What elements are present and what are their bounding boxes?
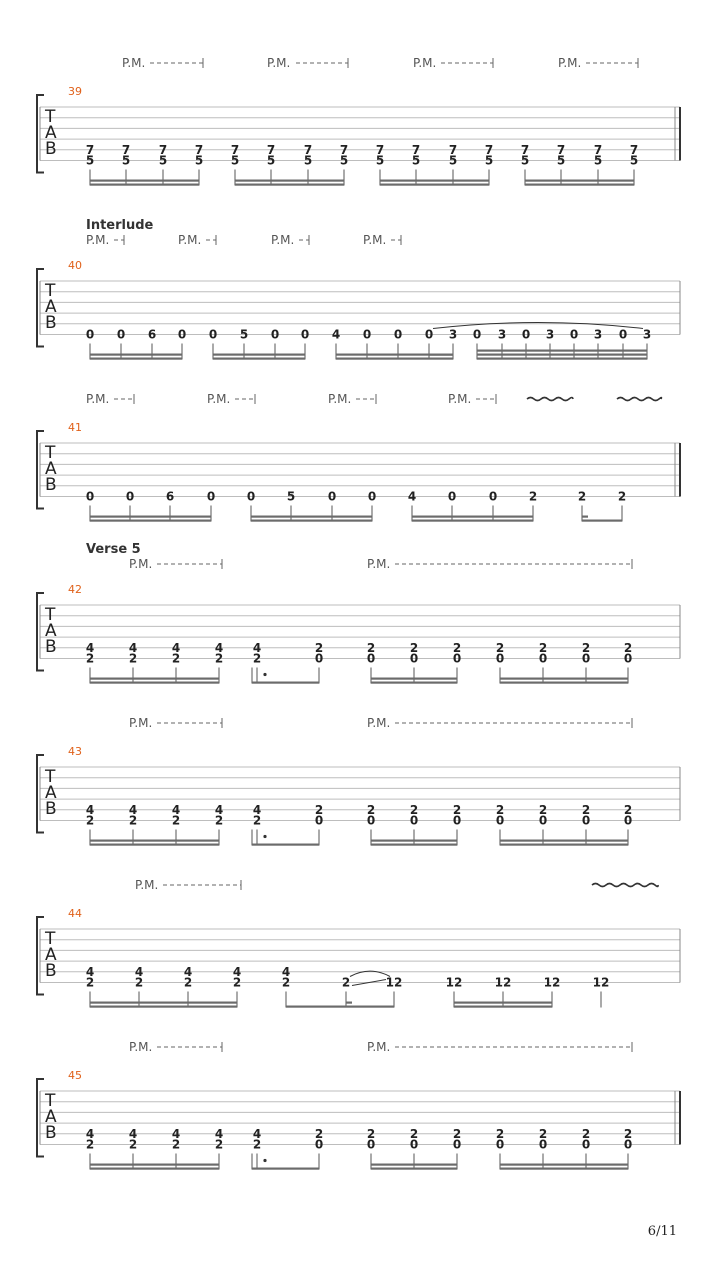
fret-number: 0 xyxy=(125,489,135,504)
fret-number: 2 xyxy=(366,640,376,655)
fret-number: 0 xyxy=(409,651,419,666)
beam xyxy=(336,358,453,360)
fret-number: 2 xyxy=(128,651,138,666)
fret-number: 0 xyxy=(623,813,633,828)
fret-number: 0 xyxy=(177,327,187,342)
dot xyxy=(263,835,266,838)
fret-number: 4 xyxy=(214,640,224,655)
fret-number: 2 xyxy=(85,651,95,666)
beam xyxy=(454,1002,552,1004)
tab-system-43 xyxy=(37,716,680,846)
fret-number: 7 xyxy=(629,142,639,157)
tab-clef-letter: B xyxy=(45,1123,57,1143)
fret-number: 12 xyxy=(592,975,610,990)
fret-number: 0 xyxy=(366,1137,376,1152)
fret-number: 5 xyxy=(556,153,566,168)
fret-number: 2 xyxy=(252,1137,262,1152)
tab-clef-letter: A xyxy=(45,1107,57,1127)
measure-number: 39 xyxy=(68,85,82,98)
beam xyxy=(252,1168,319,1170)
fret-number: 2 xyxy=(314,802,324,817)
fret-number: 5 xyxy=(121,153,131,168)
fret-number: 2 xyxy=(409,1126,419,1141)
beam xyxy=(371,682,457,684)
fret-number: 2 xyxy=(252,651,262,666)
fret-number: 2 xyxy=(452,802,462,817)
fret-number: 0 xyxy=(569,327,579,342)
vibrato-mark xyxy=(527,398,573,401)
fret-number: 2 xyxy=(623,640,633,655)
tab-clef-letter: B xyxy=(45,637,57,657)
fret-number: 7 xyxy=(303,142,313,157)
fret-number: 0 xyxy=(367,489,377,504)
fret-number: 5 xyxy=(85,153,95,168)
beam xyxy=(90,520,211,522)
beam xyxy=(90,1168,219,1170)
beam xyxy=(286,1006,394,1008)
beam xyxy=(500,844,628,846)
fret-number: 5 xyxy=(339,153,349,168)
fret-number: 2 xyxy=(85,1137,95,1152)
fret-number: 2 xyxy=(452,640,462,655)
beam xyxy=(500,1168,628,1170)
fret-number: 4 xyxy=(85,802,95,817)
fret-number: 2 xyxy=(623,1126,633,1141)
fret-number: 2 xyxy=(366,1126,376,1141)
fret-number: 0 xyxy=(581,813,591,828)
palm-mute-label: P.M. xyxy=(413,56,437,70)
fret-number: 2 xyxy=(314,640,324,655)
beam xyxy=(500,682,628,684)
fret-number: 0 xyxy=(495,651,505,666)
fret-number: 2 xyxy=(577,489,587,504)
fret-number: 0 xyxy=(623,1137,633,1152)
fret-number: 2 xyxy=(409,640,419,655)
tab-clef-letter: B xyxy=(45,961,57,981)
beam xyxy=(90,682,219,684)
fret-number: 0 xyxy=(495,813,505,828)
beam xyxy=(90,840,219,842)
fret-number: 12 xyxy=(494,975,512,990)
fret-number: 2 xyxy=(214,813,224,828)
fret-number: 3 xyxy=(448,327,458,342)
fret-number: 0 xyxy=(623,651,633,666)
fret-number: 7 xyxy=(556,142,566,157)
tab-clef-letter: A xyxy=(45,297,57,317)
palm-mute-label: P.M. xyxy=(135,878,159,892)
fret-number: 4 xyxy=(331,327,341,342)
fret-number: 0 xyxy=(538,813,548,828)
beam xyxy=(251,520,372,522)
fret-number: 5 xyxy=(448,153,458,168)
fret-number: 2 xyxy=(581,640,591,655)
beam xyxy=(90,516,211,518)
fret-number: 0 xyxy=(314,1137,324,1152)
fret-number: 7 xyxy=(339,142,349,157)
fret-number: 0 xyxy=(85,327,95,342)
section-label: Verse 5 xyxy=(86,542,141,557)
fret-number: 4 xyxy=(252,640,262,655)
beam xyxy=(500,678,628,680)
beam xyxy=(235,180,344,182)
partial-beam xyxy=(429,354,453,356)
dot xyxy=(263,1159,266,1162)
palm-mute-label: P.M. xyxy=(328,392,352,406)
measure-number: 42 xyxy=(68,583,82,596)
fret-number: 4 xyxy=(252,802,262,817)
measure-number: 44 xyxy=(68,907,82,920)
beam xyxy=(213,354,305,356)
fret-number: 4 xyxy=(85,1126,95,1141)
fret-number: 5 xyxy=(520,153,530,168)
fret-number: 4 xyxy=(128,640,138,655)
fret-number: 2 xyxy=(452,1126,462,1141)
fret-number: 0 xyxy=(424,327,434,342)
tab-clef-letter: T xyxy=(45,107,56,127)
fret-number: 0 xyxy=(206,489,216,504)
fret-number: 2 xyxy=(538,640,548,655)
fret-number: 2 xyxy=(538,1126,548,1141)
fret-number: 3 xyxy=(642,327,652,342)
fret-number: 7 xyxy=(593,142,603,157)
partial-beam xyxy=(346,1002,352,1004)
palm-mute-label: P.M. xyxy=(267,56,291,70)
fret-number: 4 xyxy=(85,964,95,979)
palm-mute-label: P.M. xyxy=(207,392,231,406)
beam xyxy=(477,354,647,356)
fret-number: 2 xyxy=(171,651,181,666)
fret-number: 2 xyxy=(617,489,627,504)
fret-number: 4 xyxy=(407,489,417,504)
fret-number: 2 xyxy=(623,802,633,817)
beam xyxy=(371,678,457,680)
fret-number: 0 xyxy=(246,489,256,504)
palm-mute-label: P.M. xyxy=(86,392,110,406)
beam xyxy=(252,682,319,684)
beam xyxy=(380,184,489,186)
beam xyxy=(500,1164,628,1166)
fret-number: 5 xyxy=(411,153,421,168)
fret-number: 3 xyxy=(497,327,507,342)
fret-number: 5 xyxy=(158,153,168,168)
fret-number: 2 xyxy=(252,813,262,828)
fret-number: 2 xyxy=(495,802,505,817)
fret-number: 5 xyxy=(629,153,639,168)
fret-number: 0 xyxy=(409,813,419,828)
fret-number: 4 xyxy=(85,640,95,655)
fret-number: 6 xyxy=(147,327,157,342)
measure-number: 43 xyxy=(68,745,82,758)
beam xyxy=(371,840,457,842)
measure-number: 41 xyxy=(68,421,82,434)
fret-number: 0 xyxy=(452,813,462,828)
tab-clef-letter: T xyxy=(45,767,56,787)
beam xyxy=(371,1164,457,1166)
beam xyxy=(90,184,199,186)
fret-number: 0 xyxy=(581,651,591,666)
beam xyxy=(525,180,634,182)
fret-number: 5 xyxy=(194,153,204,168)
fret-number: 2 xyxy=(232,975,242,990)
fret-number: 7 xyxy=(158,142,168,157)
tab-clef-letter: A xyxy=(45,783,57,803)
beam xyxy=(90,1002,237,1004)
fret-number: 2 xyxy=(409,802,419,817)
fret-number: 5 xyxy=(286,489,296,504)
fret-number: 4 xyxy=(128,1126,138,1141)
fret-number: 7 xyxy=(85,142,95,157)
beam xyxy=(90,1006,237,1008)
beam xyxy=(412,520,533,522)
vibrato-mark xyxy=(592,884,658,887)
palm-mute-label: P.M. xyxy=(129,716,153,730)
fret-number: 3 xyxy=(593,327,603,342)
palm-mute-label: P.M. xyxy=(448,392,472,406)
beam xyxy=(90,180,199,182)
beam xyxy=(454,1006,552,1008)
fret-number: 2 xyxy=(214,1137,224,1152)
fret-number: 0 xyxy=(452,1137,462,1152)
fret-number: 2 xyxy=(581,1126,591,1141)
tab-clef-letter: A xyxy=(45,945,57,965)
beam xyxy=(371,844,457,846)
fret-number: 0 xyxy=(366,651,376,666)
tab-clef-letter: B xyxy=(45,139,57,159)
fret-number: 0 xyxy=(495,1137,505,1152)
beam xyxy=(412,516,533,518)
fret-number: 2 xyxy=(341,975,351,990)
beam xyxy=(477,350,647,352)
fret-number: 3 xyxy=(545,327,555,342)
fret-number: 0 xyxy=(366,813,376,828)
page-number: 6/11 xyxy=(647,1224,677,1239)
beam xyxy=(525,184,634,186)
fret-number: 7 xyxy=(230,142,240,157)
fret-number: 0 xyxy=(447,489,457,504)
beam xyxy=(213,358,305,360)
fret-number: 4 xyxy=(171,802,181,817)
fret-number: 0 xyxy=(472,327,482,342)
fret-number: 2 xyxy=(495,1126,505,1141)
palm-mute-label: P.M. xyxy=(178,233,202,247)
fret-number: 7 xyxy=(411,142,421,157)
fret-number: 12 xyxy=(543,975,561,990)
fret-number: 5 xyxy=(266,153,276,168)
beam xyxy=(252,844,319,846)
fret-number: 4 xyxy=(134,964,144,979)
fret-number: 0 xyxy=(618,327,628,342)
fret-number: 7 xyxy=(121,142,131,157)
beam xyxy=(251,516,372,518)
fret-number: 0 xyxy=(270,327,280,342)
fret-number: 0 xyxy=(488,489,498,504)
palm-mute-label: P.M. xyxy=(122,56,146,70)
tab-clef-letter: A xyxy=(45,123,57,143)
fret-number: 0 xyxy=(327,489,337,504)
fret-number: 5 xyxy=(230,153,240,168)
fret-number: 0 xyxy=(208,327,218,342)
fret-number: 2 xyxy=(528,489,538,504)
fret-number: 0 xyxy=(521,327,531,342)
fret-number: 0 xyxy=(300,327,310,342)
fret-number: 12 xyxy=(445,975,463,990)
tab-clef-letter: T xyxy=(45,443,56,463)
fret-number: 0 xyxy=(85,489,95,504)
palm-mute-label: P.M. xyxy=(86,233,110,247)
fret-number: 4 xyxy=(171,1126,181,1141)
palm-mute-label: P.M. xyxy=(271,233,295,247)
beam xyxy=(235,184,344,186)
fret-number: 2 xyxy=(128,813,138,828)
beam xyxy=(90,678,219,680)
beam xyxy=(582,520,622,522)
fret-number: 0 xyxy=(581,1137,591,1152)
beam xyxy=(90,358,182,360)
fret-number: 5 xyxy=(484,153,494,168)
fret-number: 7 xyxy=(484,142,494,157)
section-label: Interlude xyxy=(86,218,154,233)
fret-number: 7 xyxy=(520,142,530,157)
fret-number: 2 xyxy=(366,802,376,817)
fret-number: 2 xyxy=(314,1126,324,1141)
fret-number: 0 xyxy=(116,327,126,342)
beam xyxy=(477,358,647,360)
fret-number: 2 xyxy=(281,975,291,990)
fret-number: 2 xyxy=(134,975,144,990)
beam xyxy=(500,840,628,842)
measure-number: 45 xyxy=(68,1069,82,1082)
fret-number: 0 xyxy=(314,813,324,828)
tab-system-39 xyxy=(37,56,680,186)
fret-number: 7 xyxy=(448,142,458,157)
tab-system-45 xyxy=(37,1040,680,1170)
tab-system-41 xyxy=(37,392,680,522)
fret-number: 0 xyxy=(538,1137,548,1152)
fret-number: 2 xyxy=(214,651,224,666)
fret-number: 2 xyxy=(85,975,95,990)
tab-system-42 xyxy=(37,542,680,684)
fret-number: 0 xyxy=(393,327,403,342)
fret-number: 4 xyxy=(281,964,291,979)
tab-clef-letter: A xyxy=(45,621,57,641)
palm-mute-label: P.M. xyxy=(363,233,387,247)
fret-number: 2 xyxy=(581,802,591,817)
tab-clef-letter: B xyxy=(45,313,57,333)
fret-number: 4 xyxy=(183,964,193,979)
fret-number: 2 xyxy=(183,975,193,990)
tab-clef-letter: T xyxy=(45,605,56,625)
fret-number: 5 xyxy=(593,153,603,168)
tab-system-40 xyxy=(37,218,680,360)
measure-number: 40 xyxy=(68,259,82,272)
tab-system-44 xyxy=(37,878,680,1008)
fret-number: 7 xyxy=(194,142,204,157)
fret-number: 7 xyxy=(375,142,385,157)
fret-number: 2 xyxy=(85,813,95,828)
tab-clef-letter: T xyxy=(45,1091,56,1111)
fret-number: 0 xyxy=(538,651,548,666)
palm-mute-label: P.M. xyxy=(367,716,391,730)
dot xyxy=(263,673,266,676)
fret-number: 4 xyxy=(214,1126,224,1141)
tab-clef-letter: A xyxy=(45,459,57,479)
fret-number: 0 xyxy=(452,651,462,666)
fret-number: 4 xyxy=(252,1126,262,1141)
fret-number: 5 xyxy=(375,153,385,168)
fret-number: 2 xyxy=(495,640,505,655)
fret-number: 2 xyxy=(171,813,181,828)
palm-mute-label: P.M. xyxy=(129,557,153,571)
tab-clef-letter: B xyxy=(45,475,57,495)
fret-number: 4 xyxy=(232,964,242,979)
fret-number: 2 xyxy=(128,1137,138,1152)
tab-clef-letter: T xyxy=(45,929,56,949)
fret-number: 5 xyxy=(303,153,313,168)
palm-mute-label: P.M. xyxy=(129,1040,153,1054)
fret-number: 4 xyxy=(214,802,224,817)
partial-beam xyxy=(582,516,588,518)
palm-mute-label: P.M. xyxy=(367,1040,391,1054)
beam xyxy=(90,354,182,356)
tab-clef-letter: B xyxy=(45,799,57,819)
fret-number: 4 xyxy=(171,640,181,655)
fret-number: 6 xyxy=(165,489,175,504)
tab-clef-letter: T xyxy=(45,281,56,301)
fret-number: 2 xyxy=(171,1137,181,1152)
fret-number: 0 xyxy=(409,1137,419,1152)
fret-number: 2 xyxy=(538,802,548,817)
fret-number: 0 xyxy=(362,327,372,342)
fret-number: 0 xyxy=(314,651,324,666)
vibrato-mark xyxy=(617,398,661,401)
beam xyxy=(380,180,489,182)
beam xyxy=(371,1168,457,1170)
palm-mute-label: P.M. xyxy=(367,557,391,571)
beam xyxy=(90,1164,219,1166)
beam xyxy=(90,844,219,846)
fret-number: 4 xyxy=(128,802,138,817)
fret-number: 12 xyxy=(385,975,403,990)
fret-number: 7 xyxy=(266,142,276,157)
palm-mute-label: P.M. xyxy=(558,56,582,70)
fret-number: 5 xyxy=(239,327,249,342)
